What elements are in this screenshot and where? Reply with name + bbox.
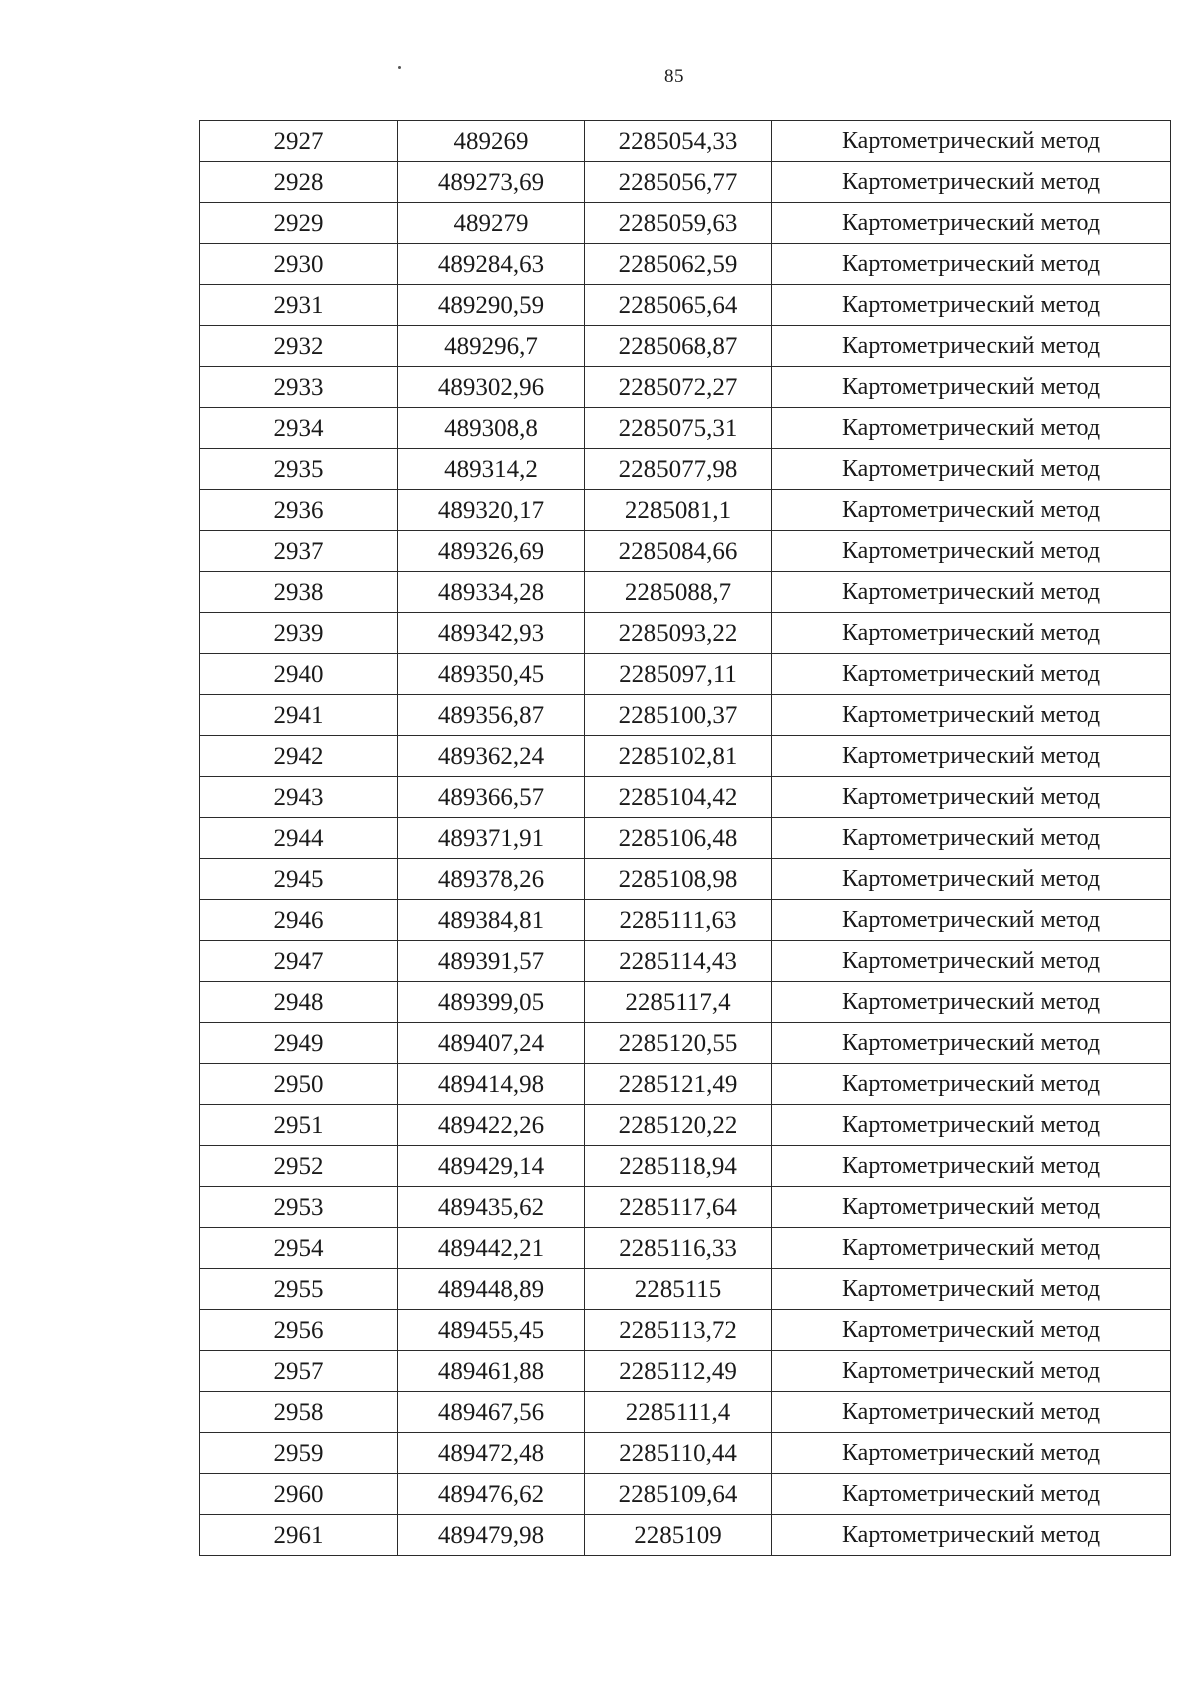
- y-coordinate-cell: 2285114,43: [585, 941, 772, 982]
- x-coordinate-cell: 489442,21: [398, 1228, 585, 1269]
- point-number-cell: 2942: [200, 736, 398, 777]
- point-number-cell: 2953: [200, 1187, 398, 1228]
- table-row: [200, 982, 1171, 1023]
- point-number-cell: 2933: [200, 367, 398, 408]
- y-coordinate-cell: 2285115: [585, 1269, 772, 1310]
- y-coordinate-cell: 2285108,98: [585, 859, 772, 900]
- point-number-cell: 2961: [200, 1515, 398, 1556]
- point-number-cell: 2930: [200, 244, 398, 285]
- table-row: [200, 1392, 1171, 1433]
- method-cell: Картометрический метод: [772, 1392, 1171, 1433]
- point-number-cell: 2937: [200, 531, 398, 572]
- x-coordinate-cell: 489472,48: [398, 1433, 585, 1474]
- table-row: [200, 900, 1171, 941]
- y-coordinate-cell: 2285118,94: [585, 1146, 772, 1187]
- x-coordinate-cell: 489290,59: [398, 285, 585, 326]
- y-coordinate-cell: 2285104,42: [585, 777, 772, 818]
- x-coordinate-cell: 489356,87: [398, 695, 585, 736]
- table-row: [200, 449, 1171, 490]
- x-coordinate-cell: 489384,81: [398, 900, 585, 941]
- table-row: [200, 1146, 1171, 1187]
- point-number-cell: 2951: [200, 1105, 398, 1146]
- point-number-cell: 2947: [200, 941, 398, 982]
- x-coordinate-cell: 489308,8: [398, 408, 585, 449]
- table-row: [200, 1310, 1171, 1351]
- method-cell: Картометрический метод: [772, 449, 1171, 490]
- x-coordinate-cell: 489320,17: [398, 490, 585, 531]
- y-coordinate-cell: 2285093,22: [585, 613, 772, 654]
- method-cell: Картометрический метод: [772, 285, 1171, 326]
- method-cell: Картометрический метод: [772, 1105, 1171, 1146]
- x-coordinate-cell: 489273,69: [398, 162, 585, 203]
- x-coordinate-cell: 489448,89: [398, 1269, 585, 1310]
- method-cell: Картометрический метод: [772, 654, 1171, 695]
- method-cell: Картометрический метод: [772, 818, 1171, 859]
- y-coordinate-cell: 2285102,81: [585, 736, 772, 777]
- y-coordinate-cell: 2285065,64: [585, 285, 772, 326]
- point-number-cell: 2952: [200, 1146, 398, 1187]
- method-cell: Картометрический метод: [772, 613, 1171, 654]
- method-cell: Картометрический метод: [772, 1474, 1171, 1515]
- table-row: [200, 695, 1171, 736]
- method-cell: Картометрический метод: [772, 982, 1171, 1023]
- method-cell: Картометрический метод: [772, 244, 1171, 285]
- table-row: [200, 531, 1171, 572]
- method-cell: Картометрический метод: [772, 1023, 1171, 1064]
- y-coordinate-cell: 2285112,49: [585, 1351, 772, 1392]
- point-number-cell: 2946: [200, 900, 398, 941]
- y-coordinate-cell: 2285121,49: [585, 1064, 772, 1105]
- table-row: [200, 859, 1171, 900]
- x-coordinate-cell: 489371,91: [398, 818, 585, 859]
- x-coordinate-cell: 489429,14: [398, 1146, 585, 1187]
- table-row: [200, 777, 1171, 818]
- point-number-cell: 2936: [200, 490, 398, 531]
- x-coordinate-cell: 489350,45: [398, 654, 585, 695]
- y-coordinate-cell: 2285106,48: [585, 818, 772, 859]
- point-number-cell: 2941: [200, 695, 398, 736]
- method-cell: Картометрический метод: [772, 203, 1171, 244]
- y-coordinate-cell: 2285111,63: [585, 900, 772, 941]
- table-row: [200, 121, 1171, 162]
- table-row: [200, 1187, 1171, 1228]
- x-coordinate-cell: 489269: [398, 121, 585, 162]
- x-coordinate-cell: 489422,26: [398, 1105, 585, 1146]
- table-row: [200, 1023, 1171, 1064]
- point-number-cell: 2932: [200, 326, 398, 367]
- x-coordinate-cell: 489399,05: [398, 982, 585, 1023]
- y-coordinate-cell: 2285111,4: [585, 1392, 772, 1433]
- x-coordinate-cell: 489366,57: [398, 777, 585, 818]
- point-number-cell: 2957: [200, 1351, 398, 1392]
- method-cell: Картометрический метод: [772, 531, 1171, 572]
- method-cell: Картометрический метод: [772, 941, 1171, 982]
- y-coordinate-cell: 2285100,37: [585, 695, 772, 736]
- y-coordinate-cell: 2285117,4: [585, 982, 772, 1023]
- method-cell: Картометрический метод: [772, 367, 1171, 408]
- y-coordinate-cell: 2285109: [585, 1515, 772, 1556]
- point-number-cell: 2950: [200, 1064, 398, 1105]
- x-coordinate-cell: 489476,62: [398, 1474, 585, 1515]
- point-number-cell: 2954: [200, 1228, 398, 1269]
- method-cell: Картометрический метод: [772, 736, 1171, 777]
- x-coordinate-cell: 489435,62: [398, 1187, 585, 1228]
- y-coordinate-cell: 2285120,55: [585, 1023, 772, 1064]
- table-row: [200, 162, 1171, 203]
- method-cell: Картометрический метод: [772, 900, 1171, 941]
- point-number-cell: 2935: [200, 449, 398, 490]
- y-coordinate-cell: 2285054,33: [585, 121, 772, 162]
- point-number-cell: 2928: [200, 162, 398, 203]
- table-row: [200, 1228, 1171, 1269]
- y-coordinate-cell: 2285072,27: [585, 367, 772, 408]
- method-cell: Картометрический метод: [772, 1064, 1171, 1105]
- method-cell: Картометрический метод: [772, 859, 1171, 900]
- table-row: [200, 1064, 1171, 1105]
- point-number-cell: 2940: [200, 654, 398, 695]
- method-cell: Картометрический метод: [772, 1269, 1171, 1310]
- y-coordinate-cell: 2285068,87: [585, 326, 772, 367]
- y-coordinate-cell: 2285097,11: [585, 654, 772, 695]
- table-row: [200, 1474, 1171, 1515]
- x-coordinate-cell: 489479,98: [398, 1515, 585, 1556]
- table-row: [200, 285, 1171, 326]
- x-coordinate-cell: 489461,88: [398, 1351, 585, 1392]
- method-cell: Картометрический метод: [772, 1515, 1171, 1556]
- y-coordinate-cell: 2285056,77: [585, 162, 772, 203]
- x-coordinate-cell: 489414,98: [398, 1064, 585, 1105]
- x-coordinate-cell: 489362,24: [398, 736, 585, 777]
- x-coordinate-cell: 489326,69: [398, 531, 585, 572]
- method-cell: Картометрический метод: [772, 1310, 1171, 1351]
- table-row: [200, 1351, 1171, 1392]
- method-cell: Картометрический метод: [772, 490, 1171, 531]
- table-row: [200, 326, 1171, 367]
- point-number-cell: 2929: [200, 203, 398, 244]
- y-coordinate-cell: 2285109,64: [585, 1474, 772, 1515]
- table-row: [200, 1269, 1171, 1310]
- point-number-cell: 2956: [200, 1310, 398, 1351]
- method-cell: Картометрический метод: [772, 1187, 1171, 1228]
- y-coordinate-cell: 2285077,98: [585, 449, 772, 490]
- point-number-cell: 2960: [200, 1474, 398, 1515]
- table-row: [200, 408, 1171, 449]
- y-coordinate-cell: 2285084,66: [585, 531, 772, 572]
- coordinates-table-body: [200, 121, 1171, 1556]
- point-number-cell: 2958: [200, 1392, 398, 1433]
- method-cell: Картометрический метод: [772, 572, 1171, 613]
- x-coordinate-cell: 489455,45: [398, 1310, 585, 1351]
- method-cell: Картометрический метод: [772, 121, 1171, 162]
- y-coordinate-cell: 2285088,7: [585, 572, 772, 613]
- y-coordinate-cell: 2285059,63: [585, 203, 772, 244]
- y-coordinate-cell: 2285110,44: [585, 1433, 772, 1474]
- point-number-cell: 2959: [200, 1433, 398, 1474]
- method-cell: Картометрический метод: [772, 162, 1171, 203]
- y-coordinate-cell: 2285081,1: [585, 490, 772, 531]
- table-row: [200, 736, 1171, 777]
- x-coordinate-cell: 489391,57: [398, 941, 585, 982]
- method-cell: Картометрический метод: [772, 695, 1171, 736]
- point-number-cell: 2931: [200, 285, 398, 326]
- point-number-cell: 2927: [200, 121, 398, 162]
- point-number-cell: 2934: [200, 408, 398, 449]
- method-cell: Картометрический метод: [772, 326, 1171, 367]
- table-row: [200, 654, 1171, 695]
- table-row: [200, 818, 1171, 859]
- table-row: [200, 367, 1171, 408]
- x-coordinate-cell: 489314,2: [398, 449, 585, 490]
- method-cell: Картометрический метод: [772, 777, 1171, 818]
- x-coordinate-cell: 489296,7: [398, 326, 585, 367]
- table-row: [200, 1515, 1171, 1556]
- y-coordinate-cell: 2285075,31: [585, 408, 772, 449]
- method-cell: Картометрический метод: [772, 1228, 1171, 1269]
- x-coordinate-cell: 489407,24: [398, 1023, 585, 1064]
- method-cell: Картометрический метод: [772, 408, 1171, 449]
- x-coordinate-cell: 489334,28: [398, 572, 585, 613]
- table-row: [200, 941, 1171, 982]
- x-coordinate-cell: 489467,56: [398, 1392, 585, 1433]
- method-cell: Картометрический метод: [772, 1146, 1171, 1187]
- point-number-cell: 2948: [200, 982, 398, 1023]
- coordinates-table: [199, 120, 1171, 1556]
- y-coordinate-cell: 2285062,59: [585, 244, 772, 285]
- point-number-cell: 2943: [200, 777, 398, 818]
- page-number: 85: [664, 66, 684, 87]
- table-row: [200, 244, 1171, 285]
- table-row: [200, 572, 1171, 613]
- x-coordinate-cell: 489284,63: [398, 244, 585, 285]
- x-coordinate-cell: 489302,96: [398, 367, 585, 408]
- table-row: [200, 203, 1171, 244]
- point-number-cell: 2949: [200, 1023, 398, 1064]
- y-coordinate-cell: 2285113,72: [585, 1310, 772, 1351]
- y-coordinate-cell: 2285117,64: [585, 1187, 772, 1228]
- table-row: [200, 490, 1171, 531]
- point-number-cell: 2955: [200, 1269, 398, 1310]
- table-row: [200, 1105, 1171, 1146]
- method-cell: Картометрический метод: [772, 1351, 1171, 1392]
- x-coordinate-cell: 489342,93: [398, 613, 585, 654]
- y-coordinate-cell: 2285116,33: [585, 1228, 772, 1269]
- table-row: [200, 1433, 1171, 1474]
- table-row: [200, 613, 1171, 654]
- point-number-cell: 2939: [200, 613, 398, 654]
- point-number-cell: 2938: [200, 572, 398, 613]
- x-coordinate-cell: 489378,26: [398, 859, 585, 900]
- x-coordinate-cell: 489279: [398, 203, 585, 244]
- point-number-cell: 2944: [200, 818, 398, 859]
- method-cell: Картометрический метод: [772, 1433, 1171, 1474]
- point-number-cell: 2945: [200, 859, 398, 900]
- y-coordinate-cell: 2285120,22: [585, 1105, 772, 1146]
